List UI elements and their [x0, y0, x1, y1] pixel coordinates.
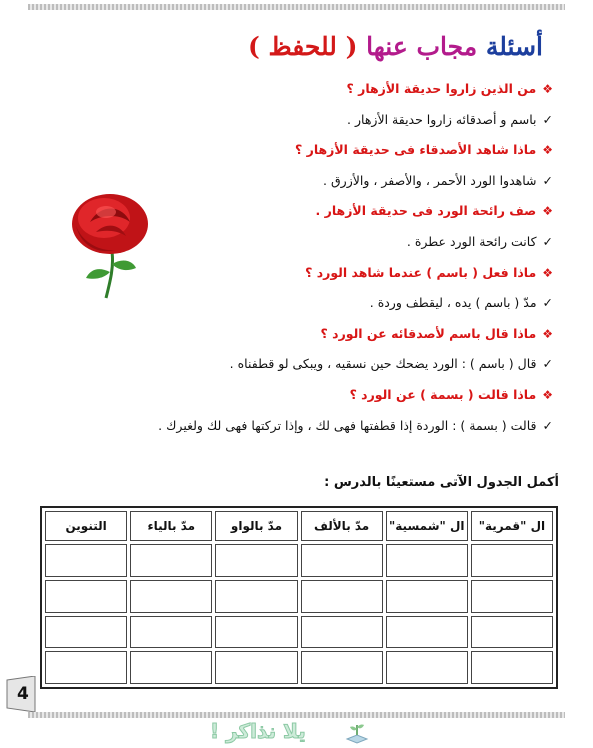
- question-text: من الذين زاروا حديقة الأزهار ؟: [346, 81, 537, 96]
- table-answer-cell[interactable]: [301, 651, 383, 684]
- answer-text: قالت ( بسمة ) : الوردة إذا قطفتها فهى لك ، وإذا تركتها فهى لك ولغيرك .: [158, 417, 537, 433]
- table-answer-cell[interactable]: [215, 651, 297, 684]
- table-answer-cell[interactable]: [301, 580, 383, 613]
- table-answer-cell[interactable]: [386, 544, 468, 577]
- table-row: [45, 580, 553, 613]
- table-answer-cell[interactable]: [386, 580, 468, 613]
- answer-text: باسم و أصدقائه زاروا حديقة الأزهار .: [347, 111, 537, 127]
- check-icon: ✓: [542, 295, 553, 311]
- table-header-row: [45, 511, 553, 541]
- top-border: [28, 4, 565, 10]
- book-plant-icon: [344, 719, 370, 745]
- table-header-cell: مدّ بالألف: [301, 511, 383, 541]
- table-row: [45, 616, 553, 649]
- table-answer-cell[interactable]: [386, 616, 468, 649]
- question-text: صف رائحة الورد فى حديقة الأزهار .: [315, 203, 537, 219]
- check-icon: ✓: [542, 172, 553, 188]
- table-answer-cell[interactable]: [301, 544, 383, 577]
- answer-6: [40, 418, 553, 433]
- table-instruction: أكمل الجدول الآتى مستعينًا بالدرس :: [324, 475, 559, 490]
- question-bullet-icon: ❖: [542, 388, 553, 402]
- check-icon: ✓: [542, 111, 553, 127]
- title-part-2: مجاب عنها: [366, 32, 478, 61]
- table-row: [45, 544, 553, 577]
- answer-text: مدّ ( باسم ) يده ، ليقطف وردة .: [369, 295, 537, 311]
- question-text: ماذا قال باسم لأصدقائه عن الورد ؟: [320, 325, 537, 341]
- site-logo: [210, 719, 370, 745]
- table-answer-cell[interactable]: [471, 544, 553, 577]
- page-number: 4: [17, 684, 29, 704]
- table-answer-cell[interactable]: [130, 580, 212, 613]
- table-header-cell: مدّ بالواو: [215, 511, 297, 541]
- question-6: [40, 387, 553, 402]
- rose-icon: [60, 182, 160, 302]
- question-text: ماذا شاهد الأصدقاء فى حديقة الأزهار ؟: [295, 142, 537, 158]
- table-header-cell: التنوين: [45, 511, 127, 541]
- page-title: [248, 32, 543, 61]
- table-header-cell: مدّ بالياء: [130, 511, 212, 541]
- question-text: ماذا فعل ( باسم ) عندما شاهد الورد ؟: [305, 264, 537, 280]
- check-icon: ✓: [542, 417, 553, 433]
- table-answer-cell[interactable]: [45, 580, 127, 613]
- title-part-3: ( للحفظ ): [247, 32, 358, 61]
- table-answer-cell[interactable]: [130, 544, 212, 577]
- table-answer-cell[interactable]: [130, 651, 212, 684]
- table-answer-cell[interactable]: [130, 616, 212, 649]
- table-answer-cell[interactable]: [386, 651, 468, 684]
- table-answer-cell[interactable]: [215, 544, 297, 577]
- table-answer-cell[interactable]: [301, 616, 383, 649]
- question-bullet-icon: ❖: [542, 143, 553, 158]
- table-answer-cell[interactable]: [45, 616, 127, 649]
- question-2: [40, 142, 553, 157]
- table-answer-cell[interactable]: [215, 580, 297, 613]
- answer-text: كانت رائحة الورد عطرة .: [406, 234, 537, 249]
- table-answer-cell[interactable]: [471, 616, 553, 649]
- table-header-cell: ال "شمسية": [386, 511, 468, 541]
- question-5: [40, 326, 553, 341]
- table-answer-cell[interactable]: [45, 651, 127, 684]
- table-header-cell: ال "قمرية": [471, 511, 553, 541]
- answer-5: [40, 356, 553, 371]
- completion-table: [40, 506, 558, 689]
- question-bullet-icon: ❖: [542, 265, 553, 280]
- bottom-border: [28, 712, 565, 718]
- table-answer-cell[interactable]: [471, 580, 553, 613]
- check-icon: ✓: [542, 234, 553, 249]
- check-icon: ✓: [542, 356, 553, 372]
- question-1: [40, 81, 553, 96]
- question-bullet-icon: ❖: [542, 82, 553, 96]
- question-text: ماذا قالت ( بسمة ) عن الورد ؟: [349, 387, 537, 402]
- question-bullet-icon: ❖: [542, 204, 553, 219]
- table-answer-cell[interactable]: [45, 544, 127, 577]
- table-answer-cell[interactable]: [215, 616, 297, 649]
- answer-1: [40, 112, 553, 127]
- answer-text: قال ( باسم ) : الورد يضحك حين نسقيه ، ويبكى لو قطفناه .: [229, 356, 537, 372]
- question-bullet-icon: ❖: [542, 326, 553, 341]
- logo-text: يلا نذاكر !: [210, 719, 306, 743]
- table-answer-cell[interactable]: [471, 651, 553, 684]
- title-part-1: أسئلة: [485, 32, 543, 61]
- table-row: [45, 651, 553, 684]
- answer-text: شاهدوا الورد الأحمر ، والأصفر ، والأزرق .: [323, 172, 537, 188]
